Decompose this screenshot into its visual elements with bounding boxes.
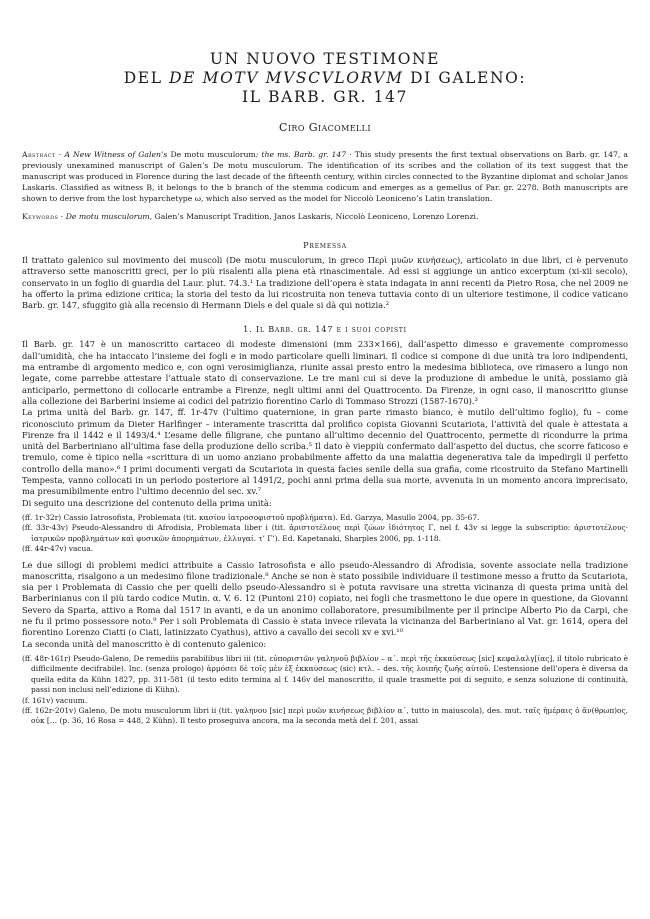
keywords-label: Keywords xyxy=(22,212,59,221)
contents-list-1 xyxy=(22,513,628,555)
title-line-2: DEL DE MOTV MVSCVLORVM DI GALENO: xyxy=(123,69,527,87)
list-item: (ff. 162r-201v) Galeno, De motu musculorum libri ii (tit. γαληνου [sic] περὶ μυῶν κινήσεως βιβλίον α΄, tutto in maiuscola), des. mut. ταῖς ἡμέραις ὁ ἄν(θρωπ)ος, οὐκ [… (p. 36, 16 Rosa = 448, 2 Kühn). Il testo proseguiva ancora, ma la seconda metà del f. 201, assai xyxy=(22,705,628,726)
abstract-body: This study presents the first textual observations on Barb. gr. 147, a previously unexamined manuscript of Galen’s De motu musculorum. The identification of its scribes and the collation of its text suggest that the manuscript was produced in Florence during the last decade of the fifteenth century, within circles connected to the Byzantine diplomat and scholar Janos Laskaris. Classified as witness B, it belongs to the b branch of the stemma codicum and emerges as a gemellus of Par. gr. 2278. Both manuscripts are shown to derive from the lost hyparchetype ω, which also served as the model for Niccolò Leoniceno’s Latin translation. xyxy=(22,150,629,203)
section-1-heading: 1. Il Barb. gr. 147 e i suoi copisti xyxy=(243,324,407,335)
author-name: Ciro Giacomelli xyxy=(279,121,371,134)
abstract-label: Abstract xyxy=(22,150,56,159)
abstract-title: A New Witness of Galen’s xyxy=(64,150,168,159)
keywords: Keywords · De motu musculorum, Galen’s Manuscript Tradition, Janos Laskaris, Niccolò Leoniceno, Lorenzo Lorenzi. xyxy=(22,212,479,221)
section-1-paragraph-4: Le due sillogi di problemi medici attribuite a Cassio Iatrosofista e allo pseudo-Alessandro di Afrodisia, sovente associate nella tradizione manoscritta, risalgono a un medesimo filone tradizionale.⁸ Anche se non è stato possibile individuare il testimone messo a frutto da Scutariota, sia per i Problemata di Cassio che per quelli dello pseudo-Alessandro si è potuta ravvisare una stretta vicinanza di questa prima unità del Barberinianus con il più tardo codice Mutin. α. V. 6. 12 (Puntoni 210) copiato, nei fogli che trasmettono le due opere in questione, da Giovanni Severo da Sparta, attivo a Roma dal 1517 in avanti, e da un anonimo collaboratore, presumibilmente per il principe Alberto Pio da Carpi, che ne fu il primo possessore noto.⁹ Per i soli Problemata di Cassio è stata invece rilevata la vicinanza del Barberiniano al Vat. gr. 1614, opera del fiorentino Lorenzo Ciatti (o Ciati, latinizzato Cyathus), attivo a cavallo dei secoli xv e xvi.¹⁰ xyxy=(22,559,628,638)
section-1-paragraph-1: Il Barb. gr. 147 è un manoscritto cartaceo di modeste dimensioni (mm 233×166), dall’aspetto dimesso e gravemente compromesso dall’umidità, che ha intaccato l’insieme dei fogli e in modo particolare quelli liminari. Il codice si compone di due unità tra loro indipendenti, ma entrambe di argomento medico e, con ogni verosimiglianza, riunite assai presto entro la medesima biblioteca, ove rimasero a lungo non legate, come parrebbe attestare l’attuale stato di conservazione. Le tre mani cui si deve la produzione di ambedue le unità, possiamo già anticiparlo, permettono di collocarle entrambe a Firenze, negli ultimi anni del Quattrocento. Da Firenze, in ogni caso, il manoscritto giunse alla collezione dei Barberini insieme ai codici del patrizio fiorentino Carlo di Tommaso Strozzi (1587-1670).³ xyxy=(22,339,628,406)
premessa-paragraph: Il trattato galenico sul movimento dei muscoli (De motu musculorum, in greco Περὶ μυῶν κινήσεως), articolato in due libri, ci è pervenuto attraverso sette manoscritti greci, per lo più risalenti alla piena età rinascimentale. Ad essi si aggiunge un antico excerptum (xi-xii secolo), conservato in un foglio di guardia del Laur. plut. 74.3.¹ La tradizione dell’opera è stata indagata in anni recenti da Pietro Rosa, che nel 2009 ne ha offerto la prima edizione critica; la storia del testo da lui ricostruita non teneva tuttavia conto di un ulteriore testimone, il codice vaticano Barb. gr. 147, sfuggito già alla recensio di Hermann Diels e del quale si dà qui notizia.² xyxy=(22,255,628,311)
section-1-paragraph-5: La seconda unità del manoscritto è di contenuto galenico: xyxy=(22,638,267,649)
list-item: (f. 161v) vacuum. xyxy=(22,695,88,705)
title-line-3: IL BARB. GR. 147 xyxy=(242,88,408,106)
list-item: (ff. 1r-32r) Cassio Iatrosofista, Problemata (tit. κασίου ἰατροσοφιστοῦ προβλήματα). Ed. Garzya, Masullo 2004, pp. 35-67. xyxy=(22,512,480,522)
title-line-1: UN NUOVO TESTIMONE xyxy=(209,50,441,68)
contents-list-2 xyxy=(22,654,628,727)
keywords-list: , Galen’s Manuscript Tradition, Janos Laskaris, Niccolò Leoniceno, Lorenzo Lorenzi. xyxy=(149,212,479,221)
list-item: (ff. 48r-161r) Pseudo-Galeno, De remediis parabilibus libri iii (tit. εὐποριστῶν γαληνοῦ βιβλίον – α΄. περὶ τῆς ἐκκαύσεως [sic] κεφαλαλγ[ίας], il titolo rubricato è difficilmente decifrabile). Inc. (senza prologo) ἁρμόσει δὲ τοῖς μὲν ἐξ ἐκκαύσεως (sic) κτλ. – des. τῆς λοιπῆς ζωῆς αὐτοῦ. L’estensione dell’opera è diversa da quella edita da Kühn 1827, pp. 311-581 (il testo edito termina al f. 146v del manoscritto, il quale trasmette poi di seguito, e senza soluzione di continuità, passi non inclusi nell’edizione di Kühn). xyxy=(22,653,628,695)
title-work: DE MOTV MVSCVLORVM xyxy=(169,69,404,87)
list-item: (ff. 33r-43v) Pseudo-Alessandro di Afrodisia, Problemata liber i (tit. ἀριστοτέλους περὶ ζώων ἰδιότητος Γ, nel f. 43v si legge la subscriptio: ἀριστοτέλους· ἰατρικῶν προβλημάτων καὶ φυσικῶν ἀπορημάτων, ἐλλυγαί. τ’ Γ’). Ed. Kapetanaki, Sharples 2006, pp. 1-118. xyxy=(22,523,628,543)
keywords-work: De motu musculorum xyxy=(65,212,150,221)
list-item: (ff. 44r-47v) vacua. xyxy=(22,544,94,554)
premessa-heading: Premessa xyxy=(303,240,347,250)
section-1-paragraph-2: La prima unità del Barb. gr. 147, ff. 1r-47v (l’ultimo quaternione, in gran parte rimasto bianco, è mutilo dell’ultimo foglio), fu – come riconosciuto primum da Dieter Harlfinger – interamente trascritta dal prolifico copista Giovanni Scutariota, l’attività del quale è attestata a Firenze fra il 1442 e il 1493/4.⁴ L’esame delle filigrane, che puntano all’ultimo decennio del Quattrocento, permette di ricondurre la prima unità del Barberiniano all’ultima fase della produzione dello scriba.⁵ Il dato è vieppiù confermato dall’aspetto del ductus, che scorre faticoso e tremulo, come è tipico nella «scrittura di un uomo anziano probabilmente affetto da una malattia degenerativa tale da impedirgli il perfetto controllo della mano».⁶ I primi documenti vergati da Scutariota in questa facies senile della sua grafia, come ricostruito da Stefano Martinelli Tempesta, vanno collocati in un periodo posteriore al 1491/2, pochi anni prima della sua morte, avvenuta in un momento ancora imprecisato, ma presumibilmente entro l’ultimo decennio del sec. xv.⁷ xyxy=(22,407,628,497)
section-1-paragraph-3: Di seguito una descrizione del contenuto della prima unità: xyxy=(22,497,272,508)
abstract: Abstract · A New Witness of Galen’s De motu musculorum: the ms. Barb. gr. 147 · This study presents the first textual observations on Barb. gr. 147, a previously unexamined manuscript of Galen’s De motu musculorum. The identification of its scribes and the collation of its text suggest that the manuscript was produced in Florence during the last decade of the fifteenth century, within circles connected to the Byzantine diplomat and scholar Janos Laskaris. Classified as witness B, it belongs to the b branch of the stemma codicum and emerges as a gemellus of Par. gr. 2278. Both manuscripts are shown to derive from the lost hyparchetype ω, which also served as the model for Niccolò Leoniceno’s Latin translation. xyxy=(22,150,629,203)
paper-title xyxy=(22,50,628,107)
